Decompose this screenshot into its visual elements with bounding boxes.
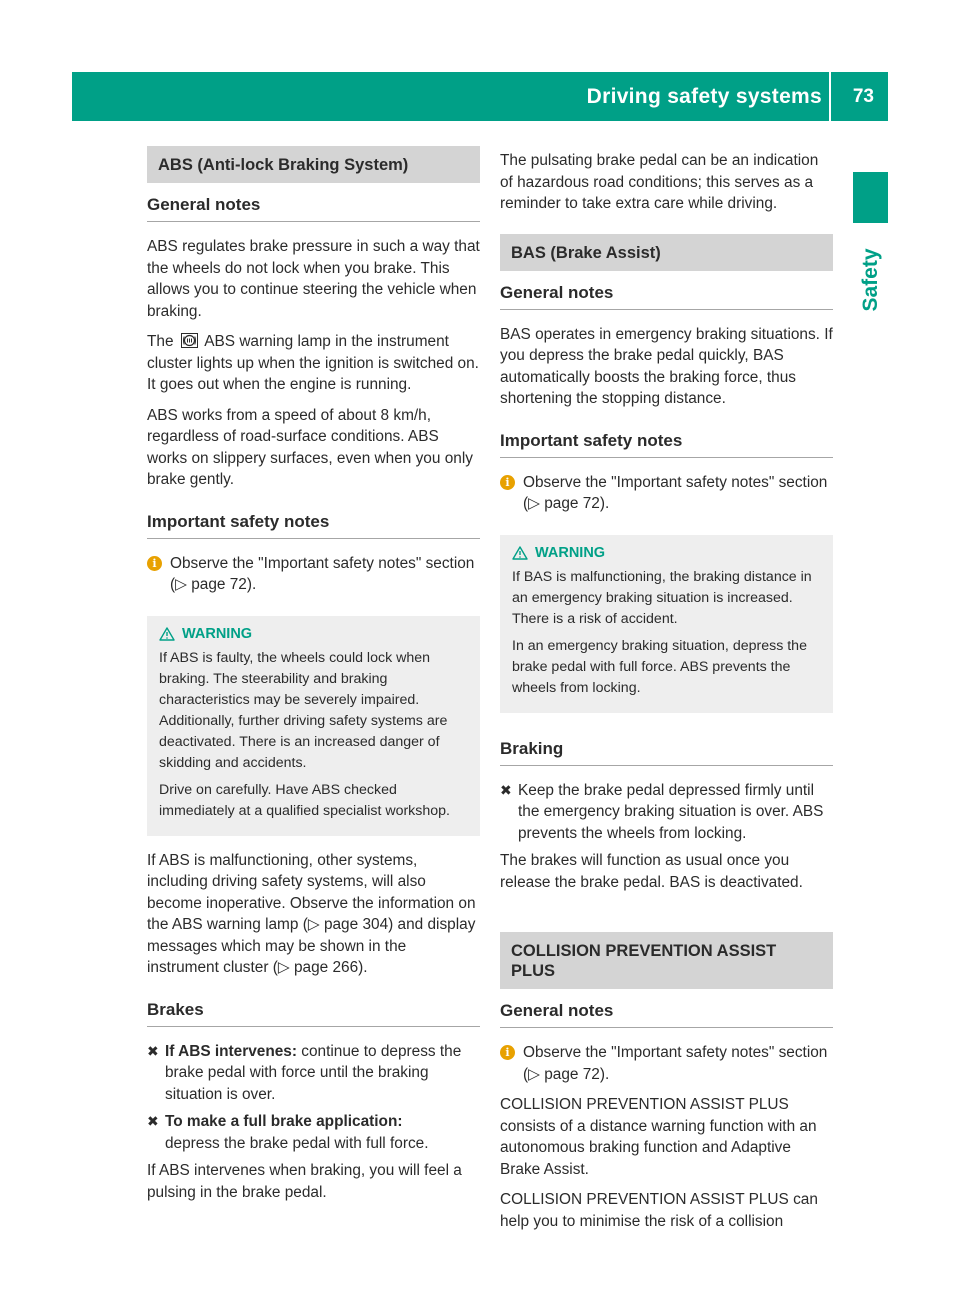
header-separator	[829, 72, 831, 121]
header-title: Driving safety systems	[586, 85, 822, 108]
warning-label: WARNING	[182, 625, 253, 642]
step-marker-icon: ✖	[500, 781, 512, 798]
instruction-step	[147, 1111, 480, 1154]
info-note	[500, 472, 833, 515]
abs-warning-lamp-icon	[181, 333, 198, 348]
warning-box	[147, 616, 480, 836]
info-text: Observe the "Important safety notes" section (▷ page 72).	[523, 473, 828, 512]
warning-text: In an emergency braking situation, depress the brake pedal with full force. ABS prevents the wheels from locking.	[512, 637, 807, 696]
side-tab-label: Safety	[858, 248, 882, 312]
paragraph: COLLISION PREVENTION ASSIST PLUS can help you to minimise the risk of a collision	[500, 1191, 818, 1230]
instruction-step	[500, 780, 833, 845]
paragraph: BAS operates in emergency braking situations. If you depress the brake pedal quickly, BAS automatically boosts the braking force, thus shortening the stopping distance.	[500, 325, 833, 407]
section-title-bas: BAS (Brake Assist)	[500, 234, 833, 271]
paragraph: ABS regulates brake pressure in such a way that the wheels do not lock when you brake. This allows you to continue steering the vehicle when braking.	[147, 238, 480, 320]
instruction-step	[147, 1041, 480, 1106]
page-number: 73	[852, 86, 874, 107]
page-header	[72, 72, 888, 121]
warning-box	[500, 535, 833, 713]
warning-triangle-icon	[512, 546, 528, 560]
paragraph: COLLISION PREVENTION ASSIST PLUS consists of a distance warning function with an autonomous braking function and Adaptive Brake Assist.	[500, 1096, 817, 1178]
step-bold: To make a full brake application:	[165, 1113, 403, 1130]
paragraph: The brakes will function as usual once you release the brake pedal. BAS is deactivated.	[500, 852, 803, 891]
paragraph: The pulsating brake pedal can be an indication of hazardous road conditions; this serves as a reminder to take extra care while driving.	[500, 152, 819, 212]
info-note	[147, 553, 480, 596]
warning-text: Drive on carefully. Have ABS checked immediately at a qualified specialist workshop.	[159, 781, 450, 819]
step-text: depress the brake pedal with full force.	[165, 1134, 429, 1152]
text-fragment: ABS warning lamp in the instrument cluster lights up when the ignition is switched on. It goes out when the engine is running.	[147, 333, 479, 393]
paragraph: If ABS intervenes when braking, you will feel a pulsing in the brake pedal.	[147, 1162, 462, 1201]
paragraph: ABS works from a speed of about 8 km/h, regardless of road-surface conditions. ABS works on slippery surfaces, even when you only brake gently.	[147, 406, 473, 488]
warning-header	[512, 545, 823, 561]
subheading-safety-notes: Important safety notes	[147, 500, 480, 539]
subheading-general-notes: General notes	[500, 271, 833, 310]
warning-text: If BAS is malfunctioning, the braking distance in an emergency braking situation is increased. There is a risk of accident.	[512, 568, 812, 627]
warning-text: If ABS is faulty, the wheels could lock when braking. The steerability and braking characteristics may be severely impaired. Additionally, further driving safety systems are deactivated. There is an increased danger of skidding and accidents.	[159, 649, 448, 771]
info-text: Observe the "Important safety notes" section (▷ page 72).	[170, 554, 475, 593]
step-text: continue to depress the brake pedal with force until the braking situation is over.	[165, 1042, 462, 1103]
warning-label: WARNING	[535, 544, 606, 561]
subheading-braking: Braking	[500, 727, 833, 766]
step-marker-icon: ✖	[147, 1113, 159, 1129]
left-column	[147, 146, 480, 1212]
step-text: Keep the brake pedal depressed firmly until the emergency braking situation is over. ABS prevents the wheels from locking.	[518, 781, 824, 842]
info-icon: i	[500, 475, 515, 490]
subheading-brakes: Brakes	[147, 988, 480, 1027]
subheading-general-notes: General notes	[147, 183, 480, 222]
subheading-general-notes: General notes	[500, 989, 833, 1028]
subheading-safety-notes: Important safety notes	[500, 419, 833, 458]
right-column	[500, 150, 833, 1241]
warning-triangle-icon	[159, 627, 175, 641]
step-marker-icon: ✖	[147, 1042, 159, 1059]
paragraph: If ABS is malfunctioning, other systems, including driving safety systems, will also become inoperative. Observe the information on the ABS warning lamp (▷ page 304) and display messages which may be shown in the instrument cluster (▷ page 266).	[147, 851, 476, 976]
paragraph-abs-lamp	[147, 331, 480, 396]
section-title-collision-prevention: COLLISION PREVENTION ASSIST PLUS	[500, 932, 833, 989]
info-note	[500, 1042, 833, 1085]
info-icon: i	[500, 1045, 515, 1060]
text-fragment: The	[147, 333, 174, 350]
side-marker	[853, 172, 888, 223]
info-icon: i	[147, 556, 162, 571]
step-bold: If ABS intervenes:	[165, 1042, 297, 1060]
warning-header	[159, 626, 470, 642]
section-title-abs: ABS (Anti-lock Braking System)	[147, 146, 480, 183]
side-tab	[853, 232, 888, 328]
info-text: Observe the "Important safety notes" section (▷ page 72).	[523, 1044, 828, 1083]
